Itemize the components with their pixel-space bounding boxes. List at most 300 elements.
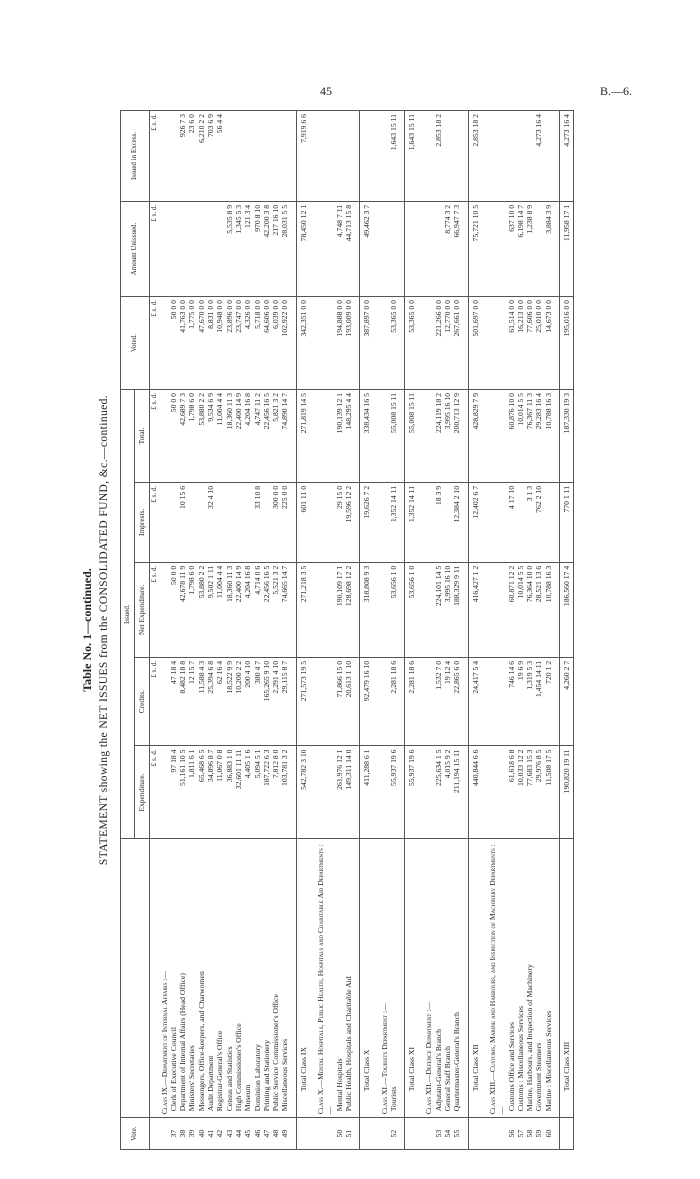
amount-excess [516, 111, 525, 202]
amount-excess [443, 111, 452, 202]
total-total: 187,330 19 3 [559, 389, 573, 482]
amount-net: 5,521 3 2 [271, 562, 280, 657]
amount-unissued [169, 201, 178, 296]
vote-number: 57 [516, 1118, 525, 1150]
vote-cell [360, 1118, 374, 1150]
amount-unissued [197, 201, 206, 296]
vote-number: 53 [434, 1118, 443, 1150]
total-exp: 542,782 3 10 [296, 746, 310, 839]
amount-net: 42,678 11 9 [178, 562, 187, 657]
amount-voted: 61,514 0 0 [507, 297, 516, 390]
vote-description: Census and Statistics [225, 839, 234, 1118]
vote-number: 55 [452, 1118, 461, 1150]
amount-voted: 23,747 0 0 [234, 297, 243, 390]
table-row [516, 111, 525, 1150]
amount-total: 200,713 12 9 [452, 389, 461, 482]
total-label: Total Class X [360, 839, 374, 1118]
col-issued: Issued. [121, 389, 135, 838]
empty-cell [316, 389, 335, 482]
total-row [468, 111, 482, 1150]
amount-total: 190,139 12 1 [335, 389, 344, 482]
amount-unissued: 6,198 14 7 [516, 201, 525, 296]
vote-description: Quartermaster-General's Branch [452, 839, 461, 1118]
amount-exp: 97 18 4 [169, 746, 178, 839]
amount-imp: 18 3 9 [434, 482, 443, 562]
description-cell [149, 839, 160, 1118]
amount-cred: 47 18 4 [169, 657, 178, 746]
total-total: 338,434 16 5 [360, 389, 374, 482]
vote-number: 51 [344, 1118, 353, 1150]
amount-total: 29,283 16 4 [534, 389, 543, 482]
amount-net: 53,880 2 2 [197, 562, 206, 657]
total-imp: 12,402 6 7 [468, 482, 482, 562]
vote-description: Miscellaneous Services [280, 839, 289, 1118]
amount-excess: 23 6 0 [187, 111, 196, 202]
empty-cell [424, 657, 433, 746]
vote-number: 43 [225, 1118, 234, 1150]
amount-net: 10,014 5 5 [516, 562, 525, 657]
amount-unissued: 8,774 3 2 [443, 201, 452, 296]
unit-cell: £ s. d. [149, 657, 160, 746]
vote-number: 38 [178, 1118, 187, 1150]
empty-cell [424, 482, 433, 562]
amount-unissued: 970 8 10 [253, 201, 262, 296]
vote-cell [488, 1118, 507, 1150]
vote-description: Adjutant-General's Branch [434, 839, 443, 1118]
vote-description: Customs Office and Services [507, 839, 516, 1118]
total-excess: 7,919 6 6 [296, 111, 310, 202]
amount-unissued: 5,535 8 9 [225, 201, 234, 296]
class-heading: Class XII.—Defence Department :— [424, 839, 433, 1118]
amount-total: 55,008 15 11 [389, 389, 398, 482]
col-expenditure: Expenditure. [135, 746, 149, 839]
amount-total: 22,400 14 9 [234, 389, 243, 482]
vote-description: Customs : Miscellaneous Services [516, 839, 525, 1118]
amount-cred: 29,115 8 7 [280, 657, 289, 746]
vote-number: 56 [507, 1118, 516, 1150]
amount-net: 60,871 12 2 [507, 562, 516, 657]
amount-voted: 50 0 0 [169, 297, 178, 390]
amount-imp [516, 482, 525, 562]
vote-description: High Commissioner's Office [234, 839, 243, 1118]
amount-cred: 12 15 7 [187, 657, 196, 746]
amount-voted: 194,888 0 0 [335, 297, 344, 390]
amount-unissued: 1,238 8 9 [525, 201, 534, 296]
amount-total: 42,689 7 3 [178, 389, 187, 482]
vote-number: 60 [544, 1118, 553, 1150]
amount-exp: 65,468 6 5 [197, 746, 206, 839]
amount-voted: 12,770 0 0 [443, 297, 452, 390]
total-exp: 411,288 6 1 [360, 746, 374, 839]
amount-voted: 4,326 0 0 [243, 297, 252, 390]
total-cred: 24,417 5 4 [468, 657, 482, 746]
vote-description: Marine, Harbours, and Inspection of Machinery [525, 839, 534, 1118]
empty-cell [488, 482, 507, 562]
empty-cell [488, 297, 507, 390]
empty-cell [380, 111, 389, 202]
amount-cred: 18,522 9 9 [225, 657, 234, 746]
amount-unissued: 42,200 3 8 [262, 201, 271, 296]
table-row [389, 111, 398, 1150]
empty-cell [316, 201, 335, 296]
amount-total: 1,798 6 0 [187, 389, 196, 482]
total-imp: 1,352 14 11 [405, 482, 419, 562]
total-cred: 271,573 19 5 [296, 657, 310, 746]
amount-exp: 11,508 17 5 [544, 746, 553, 839]
vote-description: Ministers' Secretaries [187, 839, 196, 1118]
amount-excess [280, 111, 289, 202]
unit-cell: £ s. d. [149, 389, 160, 482]
class-heading-row [316, 111, 335, 1150]
amount-unissued: 1,345 5 3 [234, 201, 243, 296]
amount-net: 9,502 1 11 [206, 562, 215, 657]
amount-unissued [178, 201, 187, 296]
vote-number: 50 [335, 1118, 344, 1150]
amount-imp [225, 482, 234, 562]
total-label: Total Class IX [296, 839, 310, 1118]
amount-exp: 5,094 5 1 [253, 746, 262, 839]
amount-excess: 2,853 18 2 [434, 111, 443, 202]
total-net: 416,427 1 2 [468, 562, 482, 657]
empty-cell [488, 562, 507, 657]
amount-exp: 1,811 6 1 [187, 746, 196, 839]
empty-cell [424, 201, 433, 296]
total-voted: 195,016 0 0 [559, 297, 573, 390]
amount-unissued: 121 3 4 [243, 201, 252, 296]
amount-cred: 2,281 18 6 [389, 657, 398, 746]
amount-exp: 103,781 3 2 [280, 746, 289, 839]
table-row [243, 111, 252, 1150]
amount-cred: 71,866 15 0 [335, 657, 344, 746]
amount-unissued: 217 16 10 [271, 201, 280, 296]
empty-cell [316, 482, 335, 562]
table-row [443, 111, 452, 1150]
amount-unissued [389, 201, 398, 296]
empty-cell [160, 201, 169, 296]
vote-cell [316, 1118, 335, 1150]
class-heading: Class XIII.—Customs, Marine and Harbours, and Inspection of Machinery Departments :— [488, 839, 507, 1118]
total-net: 53,656 1 0 [405, 562, 419, 657]
amount-total: 10,788 16 3 [544, 389, 553, 482]
empty-cell [160, 389, 169, 482]
col-amount-unissued: Amount Unissued. [121, 201, 150, 296]
net-issues-table [120, 110, 574, 1150]
amount-exp: 149,311 14 0 [344, 746, 353, 839]
vote-number: 41 [206, 1118, 215, 1150]
amount-total: 22,456 16 5 [262, 389, 271, 482]
amount-net: 28,521 13 6 [534, 562, 543, 657]
empty-cell [316, 562, 335, 657]
empty-cell [488, 389, 507, 482]
table-row [253, 111, 262, 1150]
amount-imp [544, 482, 553, 562]
amount-imp [197, 482, 206, 562]
amount-net: 11,004 4 4 [215, 562, 224, 657]
amount-excess: 1,643 15 11 [389, 111, 398, 202]
amount-excess: 703 6 9 [206, 111, 215, 202]
amount-exp: 4,405 1 6 [243, 746, 252, 839]
empty-cell [488, 657, 507, 746]
col-voted: Voted. [121, 297, 150, 390]
amount-total: 3,995 16 10 [443, 389, 452, 482]
page-reference: B.—6. [600, 84, 633, 98]
table-row [434, 111, 443, 1150]
total-row [559, 111, 573, 1150]
amount-exp: 187,722 6 3 [262, 746, 271, 839]
amount-imp [443, 482, 452, 562]
amount-cred: 19 6 9 [516, 657, 525, 746]
amount-cred: 8,482 18 8 [178, 657, 187, 746]
total-row [405, 111, 419, 1150]
col-description [121, 839, 150, 1118]
vote-number: 45 [243, 1118, 252, 1150]
vote-description: Registrar-General's Office [215, 839, 224, 1118]
vote-description: Museum [243, 839, 252, 1118]
vote-number: 48 [271, 1118, 280, 1150]
vote-number: 40 [197, 1118, 206, 1150]
empty-cell [160, 482, 169, 562]
empty-cell [316, 111, 335, 202]
total-unissued: 75,721 10 5 [468, 201, 482, 296]
amount-voted: 41,763 0 0 [178, 297, 187, 390]
amount-cred: 165,265 9 10 [262, 657, 271, 746]
amount-total: 76,367 11 3 [525, 389, 534, 482]
table-row [544, 111, 553, 1150]
table-row [178, 111, 187, 1150]
amount-total: 9,534 6 9 [206, 389, 215, 482]
table-row [280, 111, 289, 1150]
amount-exp: 77,683 15 3 [525, 746, 534, 839]
amount-cred: 1,532 7 0 [434, 657, 443, 746]
total-excess: 2,853 18 2 [468, 111, 482, 202]
empty-cell [160, 746, 169, 839]
amount-total: 4,747 11 2 [253, 389, 262, 482]
amount-excess [507, 111, 516, 202]
amount-imp: 300 0 0 [271, 482, 280, 562]
vote-cell [380, 1118, 389, 1150]
amount-unissued: 637 10 0 [507, 201, 516, 296]
amount-imp: 4 17 10 [507, 482, 516, 562]
empty-cell [424, 389, 433, 482]
amount-net: 128,698 12 2 [344, 562, 353, 657]
amount-net: 10,788 16 3 [544, 562, 553, 657]
amount-cred: 10,200 2 2 [234, 657, 243, 746]
amount-voted: 1,775 0 0 [187, 297, 196, 390]
total-row [360, 111, 374, 1150]
table-subtitle: STATEMENT showing the NET ISSUES from the CONSOLIDATED FUND, &c.—continued. [98, 394, 110, 866]
amount-total: 148,295 4 4 [344, 389, 353, 482]
amount-cred: 62 16 4 [215, 657, 224, 746]
amount-net: 76,364 10 0 [525, 562, 534, 657]
total-unissued: 11,958 17 1 [559, 201, 573, 296]
amount-excess [525, 111, 534, 202]
table-row [197, 111, 206, 1150]
table-row [206, 111, 215, 1150]
empty-cell [488, 746, 507, 839]
amount-cred: 22,865 6 0 [452, 657, 461, 746]
amount-excess [262, 111, 271, 202]
class-heading-row [160, 111, 169, 1150]
amount-voted: 23,896 0 0 [225, 297, 234, 390]
empty-cell [424, 111, 433, 202]
vote-number: 37 [169, 1118, 178, 1150]
table-row [452, 111, 461, 1150]
amount-imp [234, 482, 243, 562]
amount-excess [335, 111, 344, 202]
empty-cell [316, 657, 335, 746]
vote-description: Dominion Laboratory [253, 839, 262, 1118]
empty-cell [380, 562, 389, 657]
vote-cell [405, 1118, 419, 1150]
amount-cred: 200 4 10 [243, 657, 252, 746]
vote-description: Government Steamers [534, 839, 543, 1118]
vote-number: 47 [262, 1118, 271, 1150]
amount-excess [271, 111, 280, 202]
vote-description: Clerk of Executive Council [169, 839, 178, 1118]
vote-description: Messengers, Office-keepers, and Charwomen [197, 839, 206, 1118]
amount-cred: 1,454 14 11 [534, 657, 543, 746]
vote-description: Mental Hospitals [335, 839, 344, 1118]
col-imprests: Imprests. [135, 482, 149, 562]
empty-cell [380, 482, 389, 562]
unit-cell: £ s. d. [149, 201, 160, 296]
vote-number: 54 [443, 1118, 452, 1150]
table-row [344, 111, 353, 1150]
empty-cell [316, 746, 335, 839]
total-exp: 190,820 19 11 [559, 746, 573, 839]
total-imp: 601 11 0 [296, 482, 310, 562]
col-net-expenditure: Net Expenditure. [135, 562, 149, 657]
total-voted: 53,365 0 0 [405, 297, 419, 390]
amount-cred: 25,394 6 8 [206, 657, 215, 746]
amount-total: 5,821 3 2 [271, 389, 280, 482]
class-heading-row [424, 111, 433, 1150]
table-row [262, 111, 271, 1150]
total-cred: 92,479 16 10 [360, 657, 374, 746]
amount-excess [225, 111, 234, 202]
amount-exp: 29,976 8 5 [534, 746, 543, 839]
amount-cred: 20,613 1 10 [344, 657, 353, 746]
amount-excess [243, 111, 252, 202]
amount-unissued: 66,947 7 3 [452, 201, 461, 296]
vote-description: Marine : Miscellaneous Services [544, 839, 553, 1118]
table-body [149, 111, 574, 1150]
amount-net: 53,656 1 0 [389, 562, 398, 657]
amount-voted: 47,670 0 0 [197, 297, 206, 390]
unit-cell: £ s. d. [149, 297, 160, 390]
amount-cred: 380 4 7 [253, 657, 262, 746]
amount-net: 50 0 0 [169, 562, 178, 657]
vote-number: 58 [525, 1118, 534, 1150]
amount-unissued [187, 201, 196, 296]
total-excess [360, 111, 374, 202]
amount-net: 188,329 9 11 [452, 562, 461, 657]
amount-imp: 1,352 14 11 [389, 482, 398, 562]
col-issued-in-excess: Issued in Excess. [121, 111, 150, 202]
empty-cell [380, 657, 389, 746]
amount-net: 3,995 16 10 [443, 562, 452, 657]
amount-voted: 10,948 0 0 [215, 297, 224, 390]
unit-cell: £ s. d. [149, 562, 160, 657]
total-voted: 501,697 0 0 [468, 297, 482, 390]
amount-voted: 53,365 0 0 [389, 297, 398, 390]
total-excess: 1,643 15 11 [405, 111, 419, 202]
amount-voted: 16,213 0 0 [516, 297, 525, 390]
class-heading: Class XI.—Tourists Department :— [380, 839, 389, 1118]
amount-excess [544, 111, 553, 202]
vote-number: 52 [389, 1118, 398, 1150]
total-imp: 770 1 11 [559, 482, 573, 562]
class-heading: Class X.—Mental Hospitals, Public Health, Hospitals and Charitable Aid Departments :— [316, 839, 335, 1118]
amount-total: 53,880 2 2 [197, 389, 206, 482]
amount-unissued [534, 201, 543, 296]
amount-exp: 34,896 8 7 [206, 746, 215, 839]
vote-description: General Staff Branch [443, 839, 452, 1118]
amount-exp: 61,618 6 8 [507, 746, 516, 839]
amount-imp: 3 1 3 [525, 482, 534, 562]
total-total: 55,008 15 11 [405, 389, 419, 482]
amount-exp: 55,937 19 6 [389, 746, 398, 839]
amount-imp: 32 4 10 [206, 482, 215, 562]
amount-voted: 8,831 0 0 [206, 297, 215, 390]
table-row [234, 111, 243, 1150]
amount-voted: 5,718 0 0 [253, 297, 262, 390]
amount-voted: 221,266 0 0 [434, 297, 443, 390]
amount-net: 22,400 14 9 [234, 562, 243, 657]
table-row [187, 111, 196, 1150]
amount-unissued [215, 201, 224, 296]
table-row [271, 111, 280, 1150]
amount-total: 74,890 14 7 [280, 389, 289, 482]
unit-cell: £ s. d. [149, 111, 160, 202]
amount-total: 4,204 16 8 [243, 389, 252, 482]
amount-imp [215, 482, 224, 562]
class-heading: Class IX.—Department of Internal Affairs :— [160, 839, 169, 1118]
class-heading-row [380, 111, 389, 1150]
amount-excess [234, 111, 243, 202]
amount-excess: 926 7 3 [178, 111, 187, 202]
vote-number: 46 [253, 1118, 262, 1150]
empty-cell [488, 111, 507, 202]
amount-cred: 746 14 6 [507, 657, 516, 746]
vote-cell [160, 1118, 169, 1150]
vote-number: 39 [187, 1118, 196, 1150]
total-cred: 2,281 18 6 [405, 657, 419, 746]
total-exp: 55,937 19 6 [405, 746, 419, 839]
amount-total: 50 0 0 [169, 389, 178, 482]
amount-net: 18,360 11 3 [225, 562, 234, 657]
empty-cell [380, 297, 389, 390]
amount-imp [243, 482, 252, 562]
vote-number: 44 [234, 1118, 243, 1150]
amount-exp: 10,033 12 2 [516, 746, 525, 839]
amount-exp: 32,601 11 11 [234, 746, 243, 839]
total-unissued: 78,450 12 1 [296, 201, 310, 296]
total-net: 318,808 9 3 [360, 562, 374, 657]
amount-voted: 267,661 0 0 [452, 297, 461, 390]
empty-cell [160, 657, 169, 746]
total-excess: 4,273 16 4 [559, 111, 573, 202]
amount-excess [452, 111, 461, 202]
amount-voted: 64,606 0 0 [262, 297, 271, 390]
empty-cell [160, 111, 169, 202]
vote-description: Public Service Commissioner's Office [271, 839, 280, 1118]
total-label: Total Class XII [468, 839, 482, 1118]
empty-cell [160, 297, 169, 390]
table-row [215, 111, 224, 1150]
amount-voted: 193,009 0 0 [344, 297, 353, 390]
total-voted: 387,897 0 0 [360, 297, 374, 390]
